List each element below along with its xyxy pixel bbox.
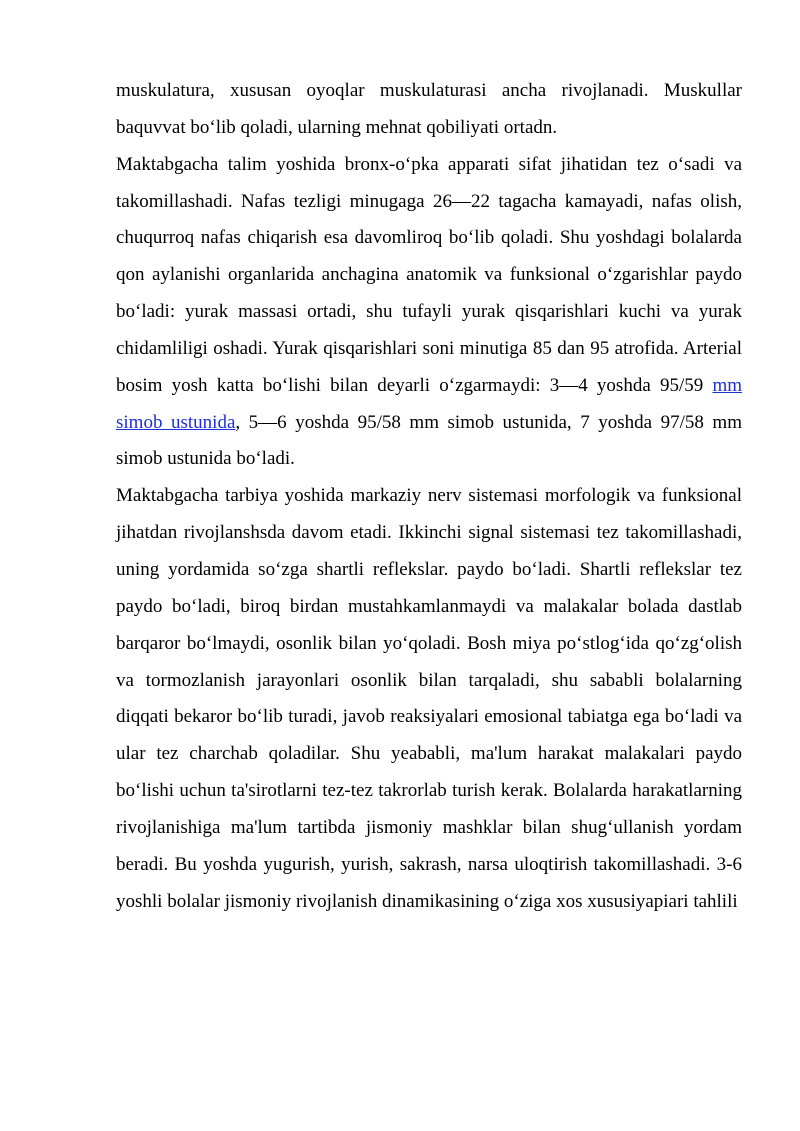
- document-page: [116, 73, 742, 920]
- paragraph-2-text: Maktabgacha talim yoshida bronx-o‘pka apparati sifat jihatidan tez o‘sadi va takomillashadi. Nafas tezligi minugaga 26—22 tagacha kamayadi, nafas olish, chuqurroq nafas chiqarish esa davomliroq bo‘lib qoladi. Shu yoshdagi bolalarda qon aylanishi organlarida anchagina anatomik va funksional o‘zgarishlar paydo bo‘ladi: yurak massasi ortadi, shu tufayli yurak qisqarishlari kuchi va yurak chidamliligi oshadi. Yurak qisqarishlari soni minutiga 85 dan 95 atrofida. Arterial bosim yosh katta bo‘lishi bilan deyarli o‘zgarmaydi: 3—4 yoshda 95/59: [116, 153, 742, 396]
- mm-simob-ustunida-link[interactable]: mm simob ustunida: [116, 374, 742, 433]
- paragraph-1-text: muskulatura, xususan oyoqlar muskulaturasi ancha rivojlanadi. Muskullar baquvvat bo‘lib qoladi, ularning mehnat qobiliyati ortadn.: [116, 80, 742, 138]
- paragraph-1: [116, 73, 742, 147]
- paragraph-3: [116, 478, 742, 920]
- paragraph-3-text: Maktabgacha tarbiya yoshida markaziy nerv sistemasi morfologik va funksional jihatdan rivojlanshsda davom etadi. Ikkinchi signal sistemasi tez takomillashadi, uning yordamida so‘zga shartli reflekslar. paydo bo‘ladi. Shartli reflekslar tez paydo bo‘ladi, biroq birdan mustahkamlanmaydi va malakalar bolada dastlab barqaror bo‘lmaydi, osonlik bilan yo‘qoladi. Bosh miya po‘stlog‘ida qo‘zg‘olish va tormozlanish jarayonlari osonlik bilan tarqaladi, shu sababli bolalarning diqqati bekaror bo‘lib turadi, javob reaksiyalari emosional tabiatga ega bo‘ladi va ular tez charchab qoladilar. Shu yeababli, ma'lum harakat malakalari paydo bo‘lishi uchun ta'sirotlarni tez-tez takrorlab turish kerak. Bolalarda harakatlarning rivojlanishiga ma'lum tartibda jismoniy mashklar bilan shug‘ullanish yordam beradi. Bu yoshda yugurish, yurish, sakrash, narsa uloqtirish takomillashadi. 3-6 yoshli bolalar jismoniy rivojlanish dinamikasining o‘ziga xos xususiyapiari tahlili: [116, 485, 742, 912]
- paragraph-2-text-after-link: , 5—6 yoshda 95/58 mm simob ustunida, 7 yoshda 97/58 mm simob ustunida bo‘ladi.: [116, 411, 742, 470]
- paragraph-2: [116, 147, 742, 479]
